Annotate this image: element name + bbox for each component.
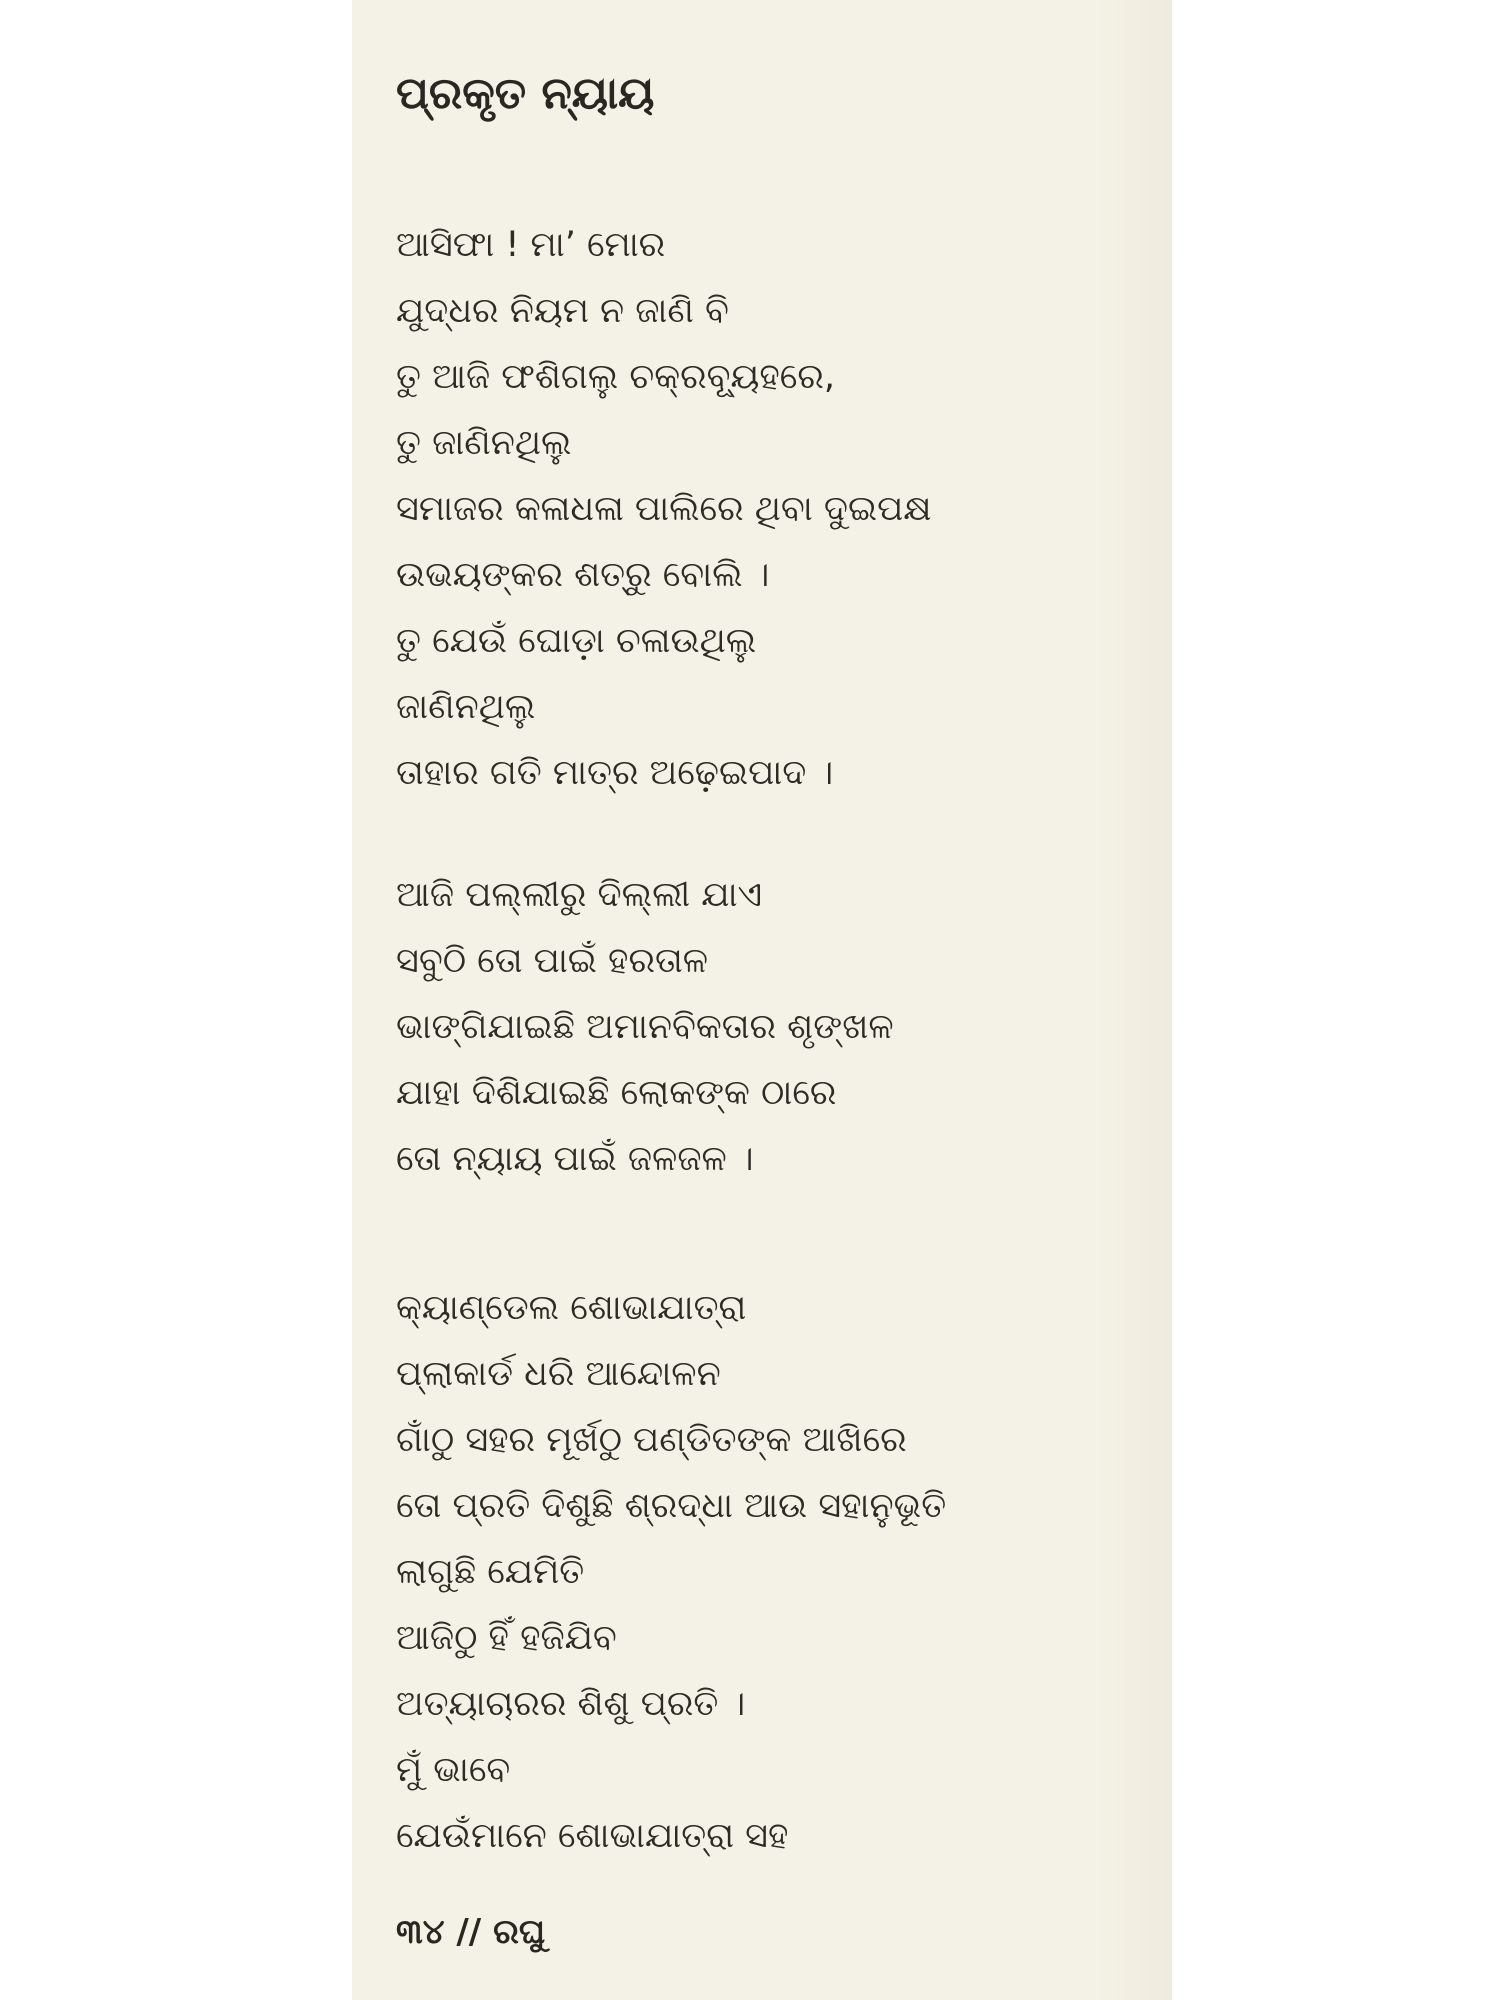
footer-separator: // bbox=[456, 1912, 482, 1952]
poem-line: ଭାଙ୍ଗିଯାଇଛି ଅମାନବିକତାର ଶୃଙ୍ଖଳ bbox=[396, 1007, 894, 1047]
poem-line: ସବୁଠି ତୋ ପାଇଁ ହରତାଳ bbox=[396, 941, 709, 981]
poem-line: ପ୍ଲାକାର୍ଡ ଧରି ଆନ୍ଦୋଳନ bbox=[396, 1354, 721, 1394]
poem-line: କ୍ୟାଣ୍ଡେଲ ଶୋଭାଯାତ୍ରା bbox=[396, 1288, 747, 1328]
poem-line: ଯାହା ଦିଶିଯାଇଛି ଲୋକଙ୍କ ଠାରେ bbox=[396, 1073, 837, 1113]
poem-line: ଅତ୍ୟାଚାରର ଶିଶୁ ପ୍ରତି । bbox=[396, 1684, 746, 1724]
page-edge bbox=[1095, 0, 1172, 2000]
poem-line: ତାହାର ଗତି ମାତ୍ର ଅଢ଼େଇପାଦ । bbox=[396, 753, 834, 793]
poem-line: ତୋ ପ୍ରତି ଦିଶୁଛି ଶ୍ରଦ୍ଧା ଆଉ ସହାନୁଭୂତି bbox=[396, 1486, 947, 1526]
poem-line: ଆସିଫା ! ମା’ ମୋର bbox=[396, 225, 666, 265]
poem-line: ଲାଗୁଛି ଯେମିତି bbox=[396, 1552, 585, 1592]
stanza-1 bbox=[396, 212, 932, 806]
poem-line: ଆଜିଠୁ ହିଁ ହଜିଯିବ bbox=[396, 1618, 617, 1658]
author-name: ରଘୁ bbox=[493, 1912, 546, 1952]
page-footer bbox=[396, 1912, 545, 1952]
stanza-3 bbox=[396, 1275, 946, 1869]
poem-line: ଆଜି ପଲ୍ଲୀରୁ ଦିଲ୍ଲୀ ଯାଏ bbox=[396, 875, 763, 915]
poem-line: ତୋ ନ୍ୟାୟ ପାଇଁ ଜଳଜଳ । bbox=[396, 1139, 754, 1179]
poem-line: ଗାଁଠୁ ସହର ମୂର୍ଖଠୁ ପଣ୍ଡିତଙ୍କ ଆଖିରେ bbox=[396, 1420, 907, 1460]
poem-line: ଯୁଦ୍ଧର ନିୟମ ନ ଜାଣି ବି bbox=[396, 291, 729, 331]
poem-line: ଯେଉଁମାନେ ଶୋଭାଯାତ୍ରା ସହ bbox=[396, 1816, 789, 1856]
poem-line: ସମାଜର କଳାଧଳା ପାଲିରେ ଥିବା ଦୁଇପକ୍ଷ bbox=[396, 489, 932, 529]
poem-line: ତୁ ଜାଣିନଥିଲୁ bbox=[396, 423, 572, 463]
poem-title: ପ୍ରକୃତ ନ୍ୟାୟ bbox=[396, 68, 655, 119]
poem-line: ତୁ ଯେଉଁ ଘୋଡ଼ା ଚଳାଉଥିଲୁ bbox=[396, 621, 757, 661]
poem-line: ଉଭୟଙ୍କର ଶତ୍ରୁ ବୋଲି । bbox=[396, 555, 770, 595]
page-number: ୩୪ bbox=[396, 1912, 445, 1952]
poem-line: ତୁ ଆଜି ଫଶିଗଲୁ ଚକ୍ରବ୍ୟୂହରେ, bbox=[396, 357, 835, 397]
poem-line: ଜାଣିନଥିଲୁ bbox=[396, 687, 536, 727]
stanza-2 bbox=[396, 862, 894, 1192]
poem-line: ମୁଁ ଭାବେ bbox=[396, 1750, 511, 1790]
